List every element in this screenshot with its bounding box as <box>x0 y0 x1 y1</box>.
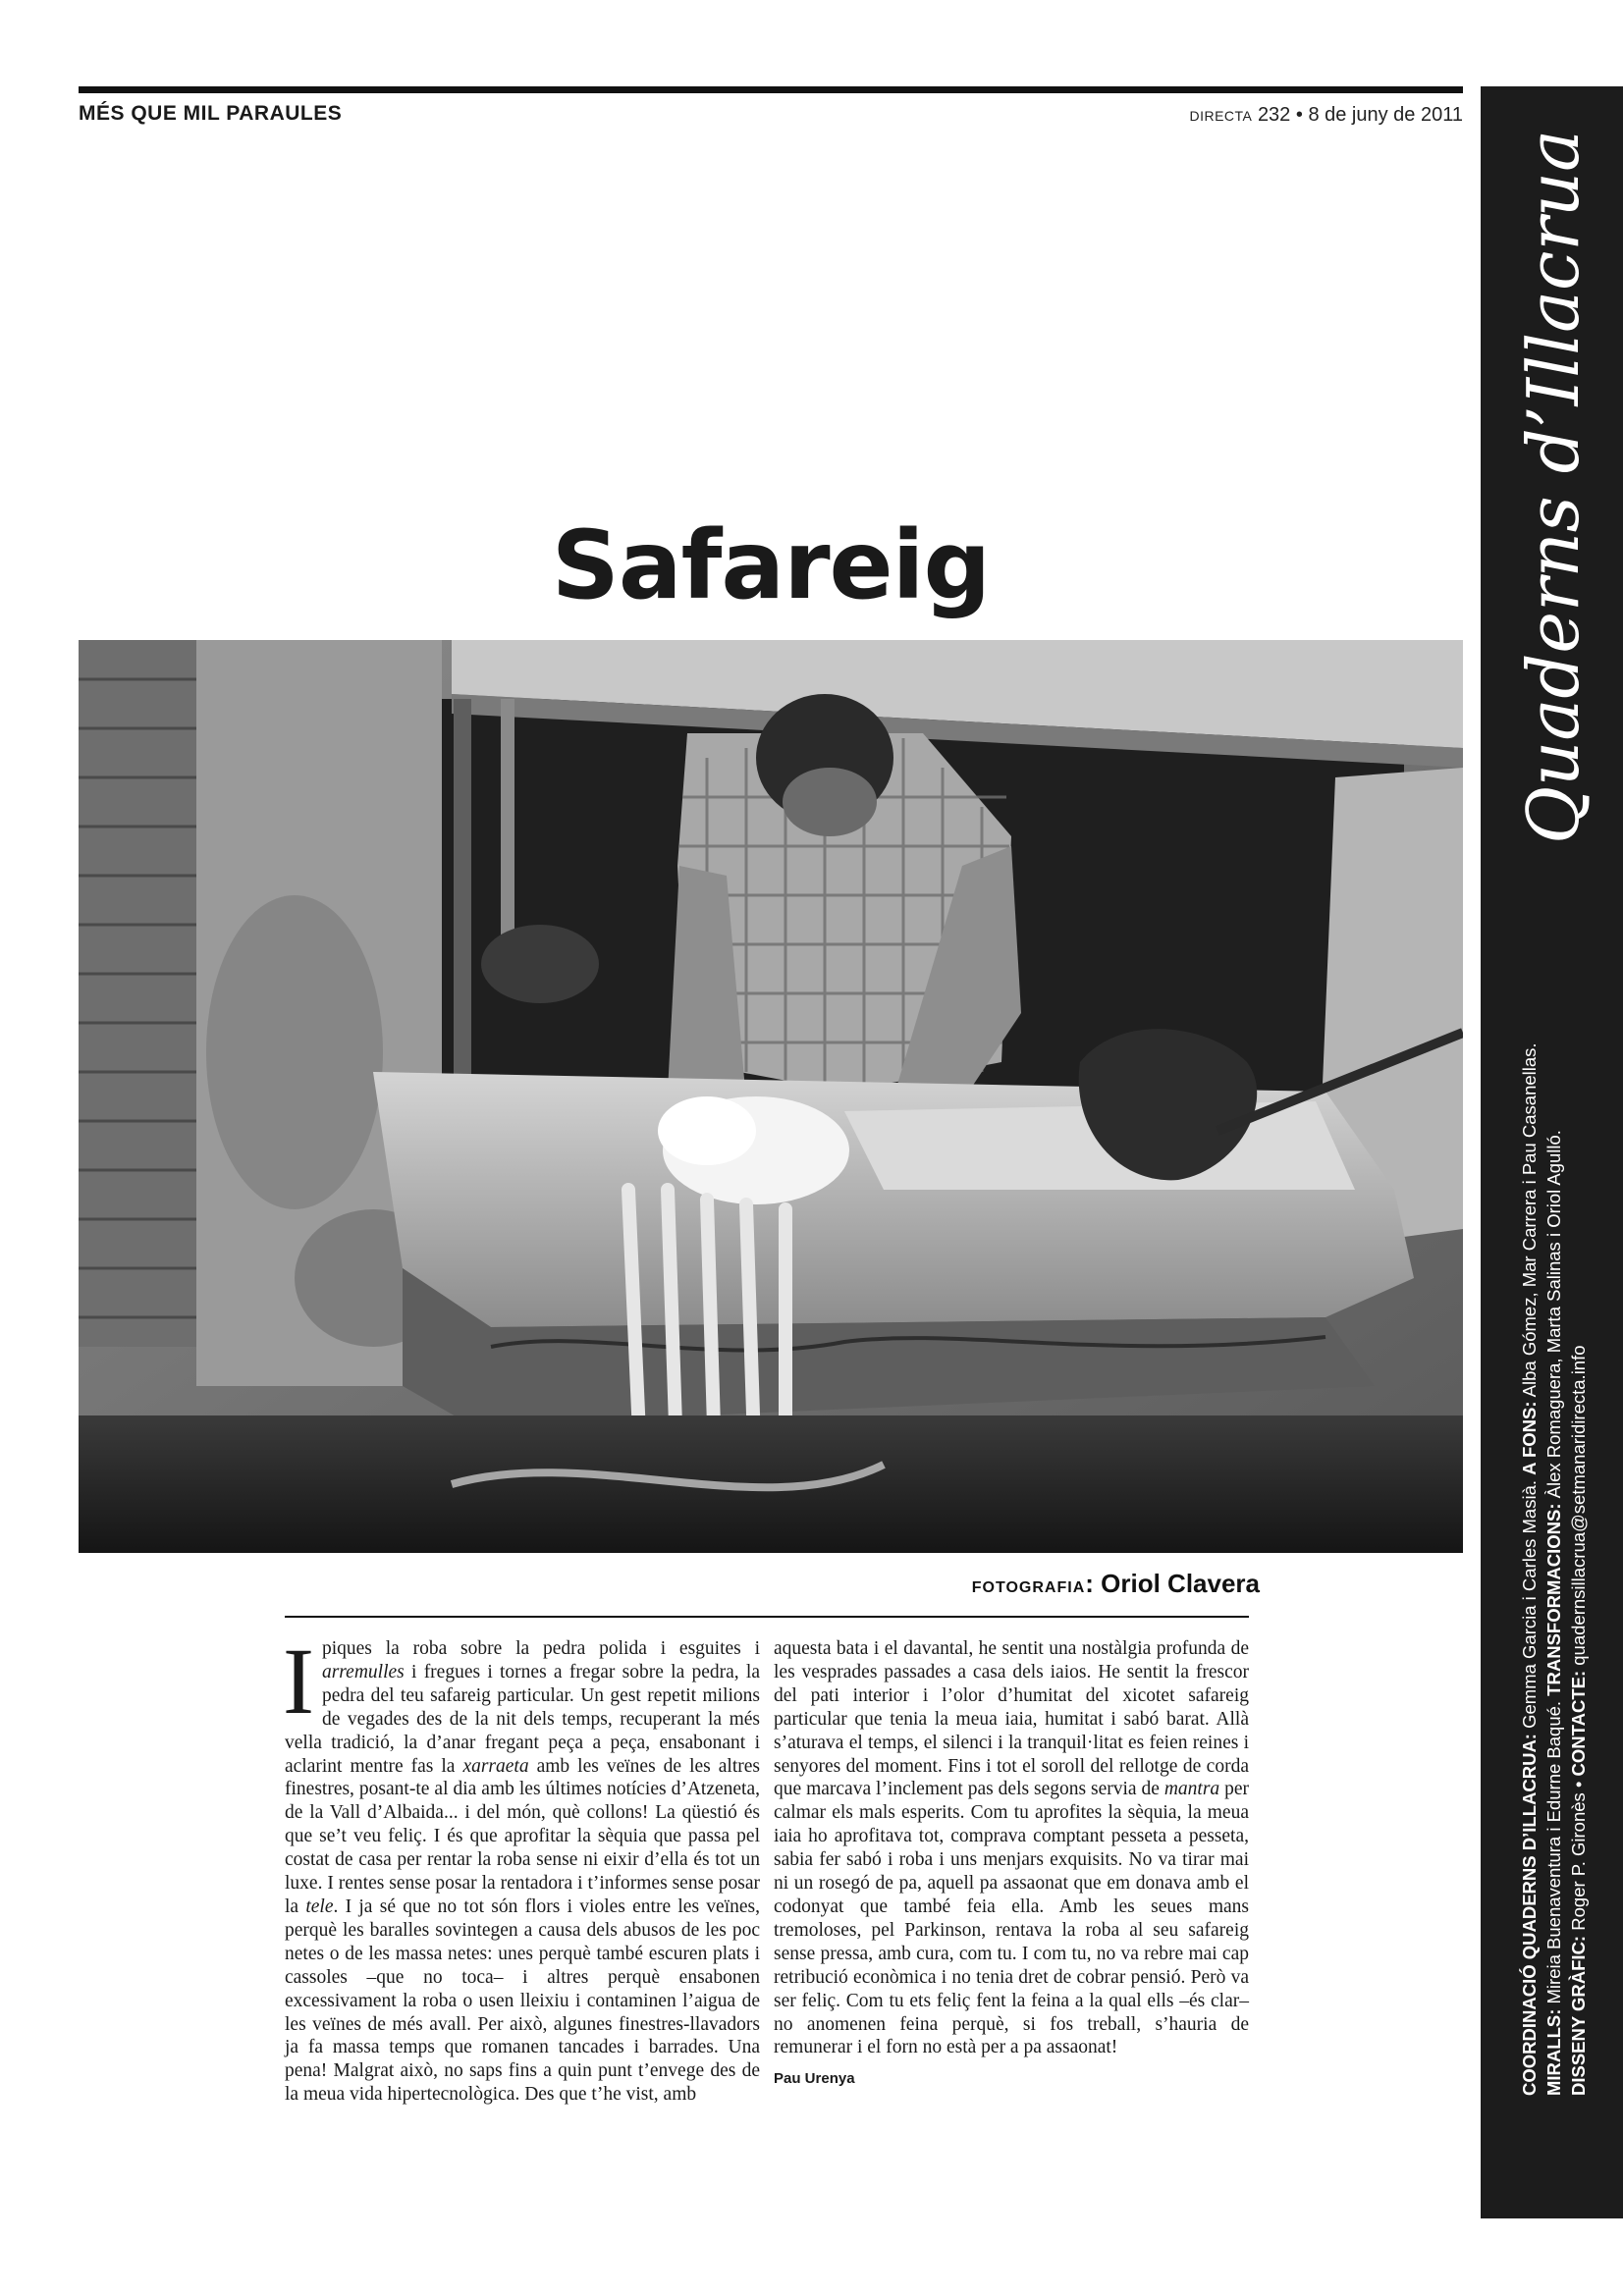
author-signature: Pau Urenya <box>774 2070 855 2088</box>
credit-text: Roger P. Gironès <box>1568 1792 1589 1931</box>
credit-text: Mireia Buenaventura i Edurne Baqué. <box>1543 1700 1564 2004</box>
credit-separator: • <box>1568 1781 1589 1789</box>
photographer-name: : Oriol Clavera <box>1085 1569 1260 1598</box>
credit-label: COORDINACIÓ QUADERNS D’ILLACRUA: <box>1519 1734 1540 2096</box>
credit-text: Àlex Romaguera, Marta Salinas i Oriol Agulló. <box>1543 1130 1564 1499</box>
contact-email: quadernsillacrua@setmanaridirecta.info <box>1568 1345 1589 1666</box>
body-italic: mantra <box>1163 1779 1220 1800</box>
staff-credits <box>1517 1042 1623 2096</box>
body-text: i fregues i tornes a fregar sobre la pedra, la pedra del teu safareig particular. Un gest repetit milions de vegades des de la nit dels temps, recuperant la més vella tradició, la d’anar fregant peça a peça, ensabonant i aclarint mentre fas la <box>285 1661 760 1777</box>
body-text: . I ja sé que no tot són flors i violes entre les veïnes, perquè les baralles sovintegen a causa dels abusos de les poc netes o de les massa netes: unes perquè també escuren plats i cassoles –que no toca– i altres perquè ensabonen excessivament la roba o usen lleixiu i contaminen l’aigua de les veïnes de més avall. Per això, algunes finestres-llavadors ja fa massa temps que romanen tancades i barrades. Una pena! Malgrat això, no saps fins a quin punt t’envege des de la meua vida hipertecnològica. Des que t’he vist, amb <box>285 1896 760 2106</box>
body-text: per calmar els mals esperits. Com tu aprofites la sèquia, la meua iaia ho aprofitava tot, comprava comptant pesseta a pesseta, sabia fer sabó i roba i uns menjars exquisits. No va tirar mai ni un rosegó de pa, aquell pa assaonat que em donava amb el codonyat que també feia ella. Amb les seues mans tremoloses, pel Parkinson, rentava la roba al seu safareig sense pressa, amb cura, com tu. I com tu, no va rebre mai cap retribució econòmica i no tenia dret de cobrar pensió. Però va ser feliç. Com tu ets feliç fent la feina a la qual ells –és clar– no anomenen feina perquè, si fos treball, s’hauria de remunerar i el forn no està per a pa assaonat! <box>774 1779 1249 2058</box>
drop-cap: I <box>283 1629 314 1734</box>
section-title: MÉS QUE MIL PARAULES <box>79 102 343 125</box>
credit-rule <box>285 1616 1249 1618</box>
credit-label: DISSENY GRÀFIC: <box>1568 1935 1589 2096</box>
masthead-title: Quaderns d’Illacrua <box>1512 129 1595 844</box>
credit-text: Alba Gómez, Mar Carrera i Pau Casanellas. <box>1519 1042 1540 1398</box>
article-photo <box>79 640 1463 1553</box>
credit-label: MIRALLS: <box>1543 2008 1564 2096</box>
article-column-1 <box>283 1629 760 2107</box>
issue-separator: • <box>1295 104 1303 126</box>
credits-line-3 <box>1566 1095 1591 2096</box>
photo-woman-washing-clothes <box>79 640 1463 1553</box>
body-text: aquesta bata i el davantal, he sentit una nostàlgia profunda de les vesprades passades a casa dels iaios. He sentit la frescor del pati interior i l’olor d’humitat del xicotet safareig particular que tenia la meua iaia, humitat i sabó barat. Allà s’aturava el temps, el silenci i la tranquil·litat es feien reines i senyores del moment. Fins i tot el soroll del rellotge de corda que marcava l’inclement pas dels segons servia de <box>774 1638 1249 1800</box>
body-italic: tele <box>305 1896 334 1917</box>
credits-line-1 <box>1517 1042 1542 2096</box>
credit-text: Gemma Garcia i Carles Masià. <box>1519 1479 1540 1729</box>
issue-number: 232 <box>1257 104 1291 126</box>
body-italic: arremulles <box>321 1661 405 1682</box>
credit-label: TRANSFORMACIONS: <box>1543 1503 1564 1696</box>
credits-line-2 <box>1542 1095 1566 2096</box>
article-column-2 <box>774 1637 1249 2091</box>
photo-credit <box>972 1569 1260 1599</box>
photo-credit-label: FOTOGRAFIA <box>971 1579 1086 1596</box>
body-text: amb les veïnes de les altres finestres, posant-te al dia amb les últimes notícies d’Atzeneta, de la Vall d’Albaida... i del món, què collons! La qüestió és que se’t veu feliç. I és que aprofitar la sèquia que passa pel costat de casa per rentar la roba sense ni eixir d’ella és tot un luxe. I rentes sense posar la rentadora i t’informes sense posar la <box>285 1755 760 1917</box>
top-rule <box>79 86 1463 93</box>
article-body-paragraph <box>283 1629 760 2107</box>
article-body-paragraph <box>774 1637 1249 2059</box>
headline: Safareig <box>551 510 991 620</box>
body-text: piques la roba sobre la pedra polida i esguites i <box>321 1638 760 1659</box>
issue-date: 8 de juny de 2011 <box>1308 104 1463 126</box>
issue-line <box>1189 104 1463 127</box>
credit-label: A FONS: <box>1519 1401 1540 1475</box>
body-italic: xarraeta <box>462 1755 529 1777</box>
publication-name: DIRECTA <box>1189 108 1253 124</box>
credit-label: CONTACTE: <box>1568 1670 1589 1777</box>
